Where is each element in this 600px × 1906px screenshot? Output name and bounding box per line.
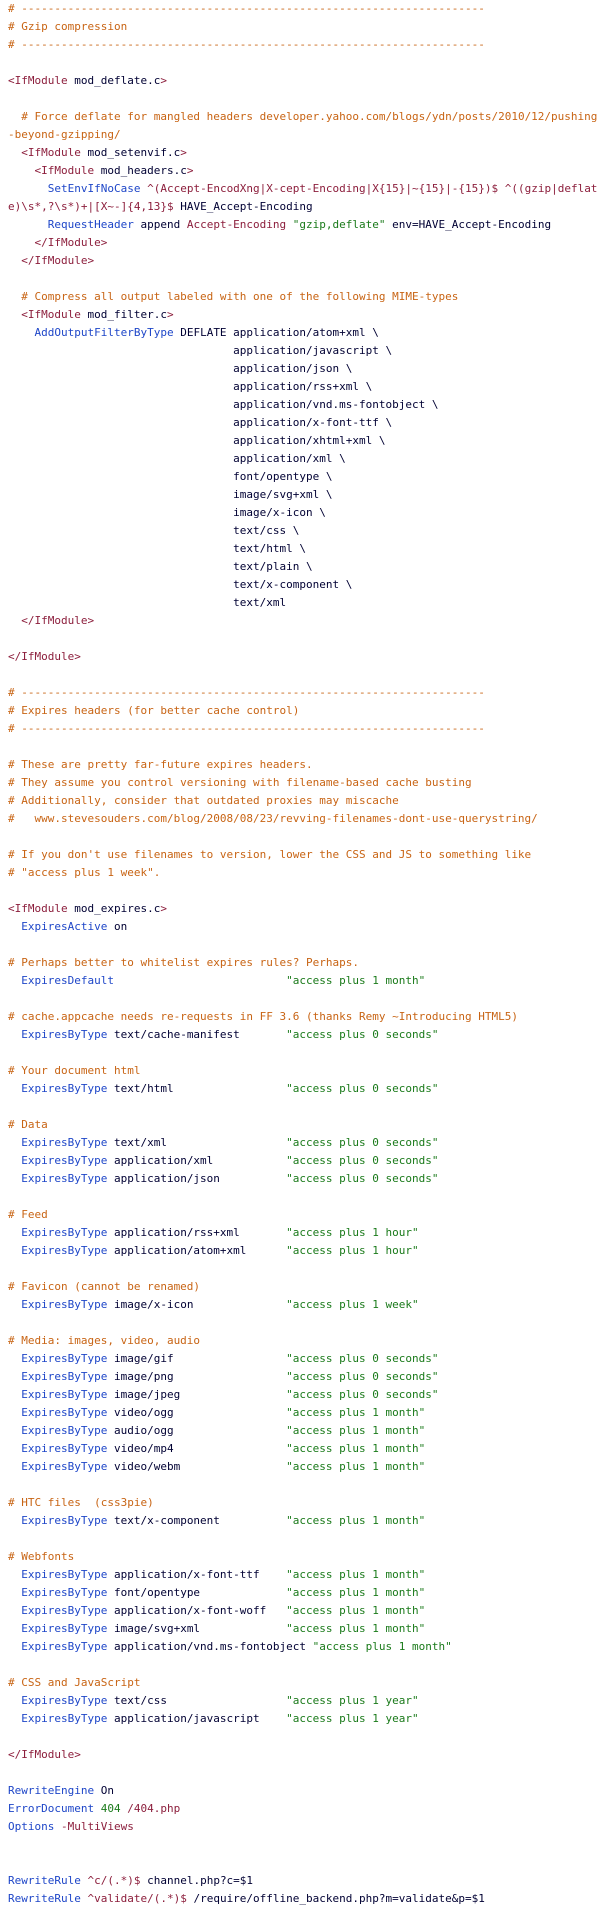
code-line [8,432,600,450]
directive-token: RewriteRule [8,1892,81,1905]
string-token: "access plus 1 month" [286,1424,426,1437]
string-token: "gzip,deflate" [292,218,386,231]
plain-token [8,1640,21,1653]
code-line [8,972,600,990]
code-line [8,774,600,792]
blank-line [8,1188,600,1206]
plain-token: text/html \ [8,542,307,555]
plain-token [114,974,286,987]
tag-token: <IfModule [8,74,68,87]
code-line [8,1224,600,1242]
comment-token: # www.stevesouders.com/blog/2008/08/23/revving-filenames-dont-use-querystring/ [8,812,538,825]
blank-line [8,1260,600,1278]
comment-token: # They assume you control versioning with filename-based cache busting [8,776,472,789]
directive-token: ExpiresByType [21,1514,108,1527]
string-token: "access plus 1 month" [286,1586,426,1599]
tag-token: <IfModule [21,308,81,321]
tag-token: </IfModule> [21,614,95,627]
blank-line [8,1098,600,1116]
plain-token: DEFLATE application/atom+xml \ [173,326,379,339]
plain-token [8,1460,21,1473]
code-line [8,342,600,360]
code-line [8,864,600,882]
code-line [8,234,600,252]
comment-token: # If you don't use filenames to version, lower the CSS and JS to something like [8,848,532,861]
code-line [8,36,600,54]
directive-token: ExpiresByType [21,1442,108,1455]
code-line [8,1134,600,1152]
code-line [8,324,600,342]
string-token: "access plus 1 hour" [286,1226,419,1239]
code-line [8,594,600,612]
plain-token [8,218,48,231]
directive-token: ErrorDocument [8,1802,95,1815]
blank-line [8,1476,600,1494]
code-line [8,576,600,594]
comment-token: # "access plus 1 week". [8,866,161,879]
code-line [8,378,600,396]
string-token: "access plus 1 month" [286,1568,426,1581]
comment-token: # Gzip compression [8,20,128,33]
code-line [8,144,600,162]
directive-token: ExpiresByType [21,1604,108,1617]
code-line [8,0,600,18]
blank-line [8,90,600,108]
blank-line [8,828,600,846]
code-line [8,1404,600,1422]
plain-token: audio/ogg [107,1424,287,1437]
code-line [8,648,600,666]
string-token: "access plus 0 seconds" [286,1028,439,1041]
code-line [8,396,600,414]
code-line [8,1422,600,1440]
plain-token [8,1226,21,1239]
plain-token: mod_headers.c [94,164,187,177]
directive-token: ExpiresByType [21,1370,108,1383]
string-token: "access plus 1 month" [286,1604,426,1617]
code-line [8,1872,600,1890]
directive-token: AddOutputFilterByType [34,326,174,339]
code-line [8,558,600,576]
plain-token: text/css [107,1694,287,1707]
plain-token: text/xml [107,1136,287,1149]
plain-token [8,1388,21,1401]
plain-token [94,1802,101,1815]
plain-token: HAVE_Accept-Encoding [173,200,313,213]
code-line [8,792,600,810]
plain-token [8,146,21,159]
string-token: "access plus 0 seconds" [286,1082,439,1095]
string-token: "access plus 1 month" [286,1406,426,1419]
plain-token: image/gif [107,1352,287,1365]
string-token: "access plus 0 seconds" [286,1136,439,1149]
code-line [8,810,600,828]
plain-token [8,1406,21,1419]
code-line [8,1386,600,1404]
plain-token: text/cache-manifest [107,1028,287,1041]
comment-token: # Additionally, consider that outdated proxies may miscache [8,794,399,807]
comment-token: # Compress all output labeled with one of the following MIME-types [8,290,459,303]
code-line [8,1692,600,1710]
pattern-token: ^(Accept-EncodXng|X-cept-Encoding|X{15}|~{15}|-{15})$ [147,182,499,195]
plain-token: text/xml [8,596,287,609]
code-line [8,1152,600,1170]
directive-token: ExpiresByType [21,1640,108,1653]
blank-line [8,1044,600,1062]
string-token: "access plus 0 seconds" [286,1370,439,1383]
blank-line [8,882,600,900]
comment-token: # These are pretty far-future expires headers. [8,758,313,771]
plain-token: mod_setenvif.c [80,146,181,159]
blank-line [8,54,600,72]
comment-token: # ---------------------------------------------------------------------- [8,38,485,51]
code-line [8,162,600,180]
code-line [8,1206,600,1224]
plain-token: application/xml \ [8,452,346,465]
directive-token: ExpiresByType [21,1154,108,1167]
code-line [8,1062,600,1080]
code-line [8,450,600,468]
plain-token: application/vnd.ms-fontobject [107,1640,313,1653]
code-line [8,1818,600,1836]
plain-token [8,308,21,321]
plain-token [8,1082,21,1095]
code-line [8,1602,600,1620]
plain-token [8,254,21,267]
code-line [8,180,600,216]
code-line [8,1350,600,1368]
plain-token [8,1622,21,1635]
directive-token: ExpiresByType [21,1352,108,1365]
plain-token: image/jpeg [107,1388,287,1401]
code-line [8,360,600,378]
plain-token: image/png [107,1370,287,1383]
directive-token: RequestHeader [47,218,134,231]
comment-token: # Feed [8,1208,48,1221]
blank-line [8,1314,600,1332]
code-line [8,1026,600,1044]
plain-token: text/plain \ [8,560,313,573]
code-line [8,18,600,36]
directive-token: ExpiresByType [21,1226,108,1239]
plain-token [8,1298,21,1311]
tag-token: </IfModule> [8,1748,81,1761]
directive-token: ExpiresByType [21,1586,108,1599]
comment-token: # Webfonts [8,1550,75,1563]
blank-line [8,1530,600,1548]
pattern-token: /404.php [127,1802,181,1815]
plain-token [8,1136,21,1149]
code-line [8,900,600,918]
code-line [8,1746,600,1764]
blank-line [8,1764,600,1782]
blank-line [8,1854,600,1872]
code-line [8,1584,600,1602]
plain-token [8,236,35,249]
plain-token: image/x-icon \ [8,506,326,519]
directive-token: ExpiresActive [21,920,108,933]
plain-token [8,1586,21,1599]
plain-token [8,1514,21,1527]
plain-token: mod_expires.c [67,902,161,915]
string-token: "access plus 1 hour" [286,1244,419,1257]
code-line [8,720,600,738]
plain-token [8,614,21,627]
string-token: "access plus 1 week" [286,1298,419,1311]
comment-token: # ---------------------------------------------------------------------- [8,686,485,699]
plain-token [8,1244,21,1257]
directive-token: ExpiresByType [21,1460,108,1473]
blank-line [8,738,600,756]
plain-token [8,1352,21,1365]
plain-token: font/opentype \ [8,470,333,483]
string-token: "access plus 1 month" [286,1622,426,1635]
plain-token [8,1604,21,1617]
plain-token: image/svg+xml \ [8,488,333,501]
plain-token [8,1370,21,1383]
code-line [8,612,600,630]
string-token: "access plus 0 seconds" [286,1352,439,1365]
code-line [8,1296,600,1314]
code-line [8,1890,600,1906]
plain-token: video/webm [107,1460,287,1473]
plain-token: text/x-component \ [8,578,353,591]
code-line [8,684,600,702]
code-line [8,1800,600,1818]
string-token: "access plus 1 month" [286,1514,426,1527]
plain-token: application/atom+xml [107,1244,287,1257]
directive-token: ExpiresByType [21,1424,108,1437]
code-line [8,468,600,486]
code-line [8,1458,600,1476]
blank-line [8,1728,600,1746]
plain-token [8,326,35,339]
code-line [8,540,600,558]
comment-token: # HTC files (css3pie) [8,1496,154,1509]
directive-token: ExpiresByType [21,1712,108,1725]
plain-token [8,1172,21,1185]
comment-token: # Data [8,1118,48,1131]
pattern-token: ^c/(.*)$ [87,1874,141,1887]
directive-token: ExpiresDefault [21,974,114,987]
tag-token: > [186,164,194,177]
plain-token [54,1820,61,1833]
code-line [8,1080,600,1098]
plain-token: font/opentype [107,1586,287,1599]
tag-token: <IfModule [8,902,68,915]
directive-token: ExpiresByType [21,1298,108,1311]
code-line [8,954,600,972]
comment-token: # ---------------------------------------------------------------------- [8,722,485,735]
plain-token: application/rss+xml [107,1226,287,1239]
tag-token: > [180,146,187,159]
plain-token: video/ogg [107,1406,287,1419]
plain-token: /require/offline_backend.php?m=validate&p=$1 [186,1892,485,1905]
directive-token: ExpiresByType [21,1694,108,1707]
code-line [8,1674,600,1692]
string-token: "access plus 1 month" [286,1460,426,1473]
code-line [8,1368,600,1386]
blank-line [8,666,600,684]
pattern-token: ^validate/(.*)$ [87,1892,187,1905]
code-line [8,1548,600,1566]
comment-token: # CSS and JavaScript [8,1676,141,1689]
blank-line [8,270,600,288]
string-token: "access plus 0 seconds" [286,1154,439,1167]
string-token: 404 [100,1802,121,1815]
code-line [8,846,600,864]
tag-token: > [160,902,167,915]
directive-token: ExpiresByType [21,1028,108,1041]
string-token: "access plus 0 seconds" [286,1388,439,1401]
plain-token: application/vnd.ms-fontobject \ [8,398,439,411]
plain-token: application/javascript \ [8,344,393,357]
plain-token: application/xml [107,1154,287,1167]
code-line [8,1242,600,1260]
pattern-token: ^((gzip|deflate)\s*,?\s*)+|[X~-]{4,13}$ [8,182,598,213]
blank-line [8,936,600,954]
plain-token: text/css \ [8,524,300,537]
code-line [8,1710,600,1728]
plain-token [8,164,35,177]
plain-token: mod_deflate.c [67,74,161,87]
plain-token: text/html [107,1082,287,1095]
plain-token [8,1712,21,1725]
blank-line [8,1836,600,1854]
directive-token: ExpiresByType [21,1568,108,1581]
code-line [8,1512,600,1530]
comment-token: # cache.appcache needs re-requests in FF 3.6 (thanks Remy ~Introducing HTML5) [8,1010,518,1023]
directive-token: ExpiresByType [21,1172,108,1185]
string-token: "access plus 1 year" [286,1694,419,1707]
pattern-token: Accept-Encoding [186,218,287,231]
string-token: "access plus 0 seconds" [286,1172,439,1185]
plain-token [8,920,21,933]
code-line [8,702,600,720]
plain-token: video/mp4 [107,1442,287,1455]
comment-token: # Favicon (cannot be renamed) [8,1280,201,1293]
tag-token: > [160,74,167,87]
plain-token: application/x-font-woff [107,1604,287,1617]
plain-token: on [107,920,128,933]
plain-token [8,1424,21,1437]
plain-token: image/svg+xml [107,1622,287,1635]
code-line [8,108,600,144]
plain-token [8,1028,21,1041]
code-line [8,414,600,432]
comment-token: # Media: images, video, audio [8,1334,201,1347]
directive-token: ExpiresByType [21,1388,108,1401]
directive-token: ExpiresByType [21,1082,108,1095]
code-line [8,1440,600,1458]
plain-token [8,1442,21,1455]
plain-token: text/x-component [107,1514,287,1527]
blank-line [8,990,600,1008]
comment-token: # ---------------------------------------------------------------------- [8,2,485,15]
plain-token [286,218,293,231]
code-line [8,1278,600,1296]
pattern-token: -MultiViews [60,1820,134,1833]
code-line [8,522,600,540]
blank-line [8,1656,600,1674]
plain-token: On [94,1784,114,1797]
code-line [8,72,600,90]
code-line [8,1170,600,1188]
code-line [8,504,600,522]
plain-token: channel.php?c=$1 [140,1874,254,1887]
code-line [8,1332,600,1350]
tag-token: </IfModule> [8,650,81,663]
string-token: "access plus 1 month" [286,974,426,987]
directive-token: ExpiresByType [21,1244,108,1257]
directive-token: ExpiresByType [21,1622,108,1635]
tag-token: <IfModule [34,164,95,177]
code-line [8,1116,600,1134]
code-line [8,756,600,774]
plain-token: mod_filter.c [80,308,167,321]
code-line [8,486,600,504]
plain-token: application/javascript [107,1712,287,1725]
blank-line [8,630,600,648]
directive-token: ExpiresByType [21,1136,108,1149]
directive-token: SetEnvIfNoCase [47,182,141,195]
directive-token: ExpiresByType [21,1406,108,1419]
code-line [8,1494,600,1512]
plain-token: application/rss+xml \ [8,380,373,393]
plain-token: image/x-icon [107,1298,287,1311]
comment-token: # Expires headers (for better cache control) [8,704,300,717]
comment-token: # Your document html [8,1064,141,1077]
plain-token [8,1694,21,1707]
string-token: "access plus 1 year" [286,1712,419,1725]
directive-token: Options [8,1820,55,1833]
plain-token: append [133,218,187,231]
tag-token: <IfModule [21,146,81,159]
code-line [8,1638,600,1656]
string-token: "access plus 1 month" [286,1442,426,1455]
plain-token [8,974,21,987]
plain-token [8,182,48,195]
directive-token: RewriteRule [8,1874,81,1887]
code-line [8,252,600,270]
code-line [8,1620,600,1638]
tag-token: </IfModule> [21,254,95,267]
plain-token: application/x-font-ttf \ [8,416,393,429]
tag-token: </IfModule> [34,236,108,249]
code-line [8,1782,600,1800]
plain-token [498,182,505,195]
string-token: "access plus 1 month" [312,1640,452,1653]
directive-token: RewriteEngine [8,1784,95,1797]
plain-token: application/x-font-ttf [107,1568,287,1581]
comment-token: # Perhaps better to whitelist expires rules? Perhaps. [8,956,359,969]
comment-token: # Force deflate for mangled headers developer.yahoo.com/blogs/ydn/posts/2010/12/pushing-beyond-gzipping/ [8,110,598,141]
code-line [8,306,600,324]
plain-token: application/xhtml+xml \ [8,434,386,447]
code-line [8,918,600,936]
code-line [8,216,600,234]
plain-token: env=HAVE_Accept-Encoding [385,218,552,231]
plain-token [8,1568,21,1581]
plain-token: application/json [107,1172,287,1185]
code-line [8,288,600,306]
plain-token [8,1154,21,1167]
code-line [8,1566,600,1584]
code-line [8,1008,600,1026]
plain-token: application/json \ [8,362,353,375]
tag-token: > [166,308,174,321]
